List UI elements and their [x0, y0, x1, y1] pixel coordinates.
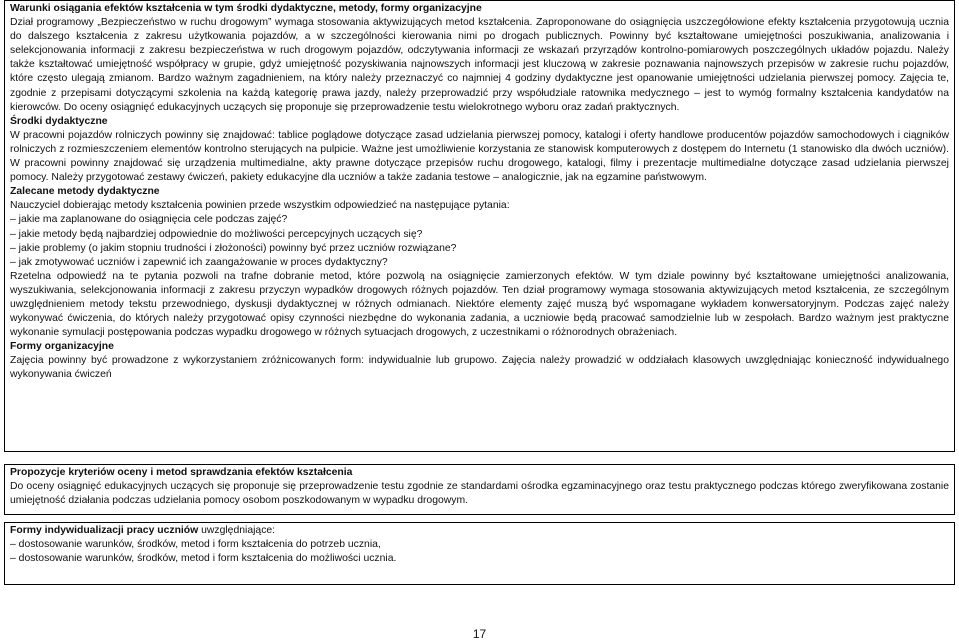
srodki-paragraph: W pracowni pojazdów rolniczych powinny się znajdować: tablice poglądowe dotyczące zasad udzielania pierwszej pomocy, katalogi i oferty handlowe producentów pojazdów samochodowych i ciągników rolniczych z rozmieszczeniem elementów kontrolno sterujących na pulpicie. Ważne jest umożliwienie korzystania ze stanowisk komputerowych z dostępem do Internetu (1 stanowisko dla dwóch uczniów). W pracowni powinny znajdować się urządzenia multimedialne, akty prawne dotyczące przepisów ruchu drogowego, katalogi, filmy i prezentacje multimedialne dotyczące zasad udzielania pierwszej pomocy. Należy przygotować zestawy ćwiczeń, pakiety edukacyjne dla uczniów a także zadania testowe – analogicznie, jak na egzamine państwowym. [10, 129, 949, 184]
question-item: – jakie metody będą najbardziej odpowiednie do możliwości percepcyjnych uczących się? [10, 228, 423, 240]
question-item: – jakie ma zaplanowane do osiągnięcia cele podczas zajęć? [10, 214, 288, 226]
list-item: – dostosowanie warunków, środków, metod i form kształcenia do możliwości ucznia. [10, 553, 397, 565]
section-title-warunki: Warunki osiągania efektów kształcenia w tym środki dydaktyczne, metody, formy organizacyjne [10, 3, 482, 14]
page-number: 17 [472, 627, 487, 641]
question-item: – jakie problemy (o jakim stopniu trudności i złożoności) powinny być przez uczniów rozwiązane? [10, 242, 457, 254]
section-kryteria [4, 464, 955, 515]
list-item: – dostosowanie warunków, środków, metod i form kształcenia do potrzeb ucznia, [10, 539, 381, 551]
heading-formy: Formy organizacyjne [10, 341, 114, 353]
section-indywidualizacja [4, 522, 955, 585]
question-item: – jak zmotywować uczniów i zapewnić ich zaangażowanie w proces dydaktyczny? [10, 256, 388, 268]
formy-paragraph: Zajęcia powinny być prowadzone z wykorzystaniem zróżnicowanych form: indywidualnie lub grupowo. Zajęcia należy prowadzić w oddziałach klasowych uwzględniając konieczność indywidualnego wykonywania ćwiczeń [10, 355, 949, 381]
metody-paragraph: Rzetelna odpowiedź na te pytania pozwoli na trafne dobranie metod, które pozwolą na osiągnięcie zamierzonych efektów. W tym dziale powinny być kształtowane umiejętności analizowania, wyszukiwania, selekcjonowania informacji z zakresu przyczyn wypadków drogowych różnych pojazdów. Ten dział programowy wymaga stosowania aktywizujących metod kształcenia, ze szczególnym uwzględnieniem metody tekstu przewodniego, dyskusji dydaktycznej w różnych odmianach. Niektóre elementy zajęć muszą być wspomagane wykładem konwersatoryjnym. Podczas zajęć należy wykonywać ćwiczenia, do których należy przygotować opisy czynności niezbędne do wykonania zadania, a uczniowie będą pracować samodzielnie lub w zespołach. Bardzo ważnym jest praktyczne wykonanie symulacji postępowania podczas wypadku drogowego w różnych sytuacjach drogowych, z uczestnikami o różnorodnych obrażeniach. [10, 270, 949, 339]
section-title-suffix: uwzględniające: [198, 525, 276, 536]
section-title-indywidualizacja: Formy indywidualizacji pracy uczniów [10, 525, 199, 536]
metody-intro: Nauczyciel dobierając metody kształcenia powinien przede wszystkim odpowiedzieć na następujące pytania: [10, 200, 510, 212]
indywidualizacja-heading [10, 524, 949, 538]
section-warunki [4, 0, 955, 452]
page-content [4, 0, 955, 585]
kryteria-paragraph: Do oceny osiągnięć edukacyjnych uczących się proponuje się przeprowadzenie testu zgodnie ze standardami ośrodka egzaminacyjnego oraz testu praktycznego podczas którego zweryfikowana zostanie umiejętność działania podczas udzielania pomocy osobom poszkodowanym w wypadku drogowym. [10, 481, 949, 507]
intro-paragraph: Dział programowy „Bezpieczeństwo w ruchu drogowym” wymaga stosowania aktywizujących metod kształcenia. Zaproponowane do osiągnięcia uszczegółowione efekty kształcenia przygotowują ucznia do dalszego kształcenia z zakresu użytkowania pojazdów, a w szczególności kierowania nimi po drogach publicznych. Powinny być kształtowane umiejętności poszukiwania, analizowania i selekcjonowania informacji z zakresu bezpieczeństwa w ruch drogowym pojazdów, odczytywania informacji ze wskazań przyrządów kontrolno-pomiarowych poszczególnych układów pojazdu. Należy także kształtować umiejętność współpracy w grupie, gdyż umiejętność pozyskiwania najnowszych informacji jest kluczową w zakresie poznawania najnowszych przepisów w zakresie ruchu pojazdów, które często ulegają zmianom. Bardzo ważnym zagadnieniem, na który należy przeznaczyć co najmniej 4 godziny dydaktyczne jest opanowanie umiejętności udzielania pierwszej pomocy. Zajęcia te, zgodnie z przepisami dotyczącymi szkolenia na każdą kategorię prawa jazdy, należy przeprowadzić przy współudziale ratownika medycznego – jest to wymóg formalny kształcenia kandydatów na kierowców. Do oceny osiągnięć edukacyjnych uczących się proponuje się przeprowadzenie testu wielokrotnego wyboru oraz zadań praktycznych. [10, 17, 949, 113]
heading-metody: Zalecane metody dydaktyczne [10, 186, 160, 198]
heading-srodki: Środki dydaktyczne [10, 115, 108, 127]
section-title-kryteria: Propozycje kryteriów oceny i metod sprawdzania efektów kształcenia [10, 467, 353, 478]
